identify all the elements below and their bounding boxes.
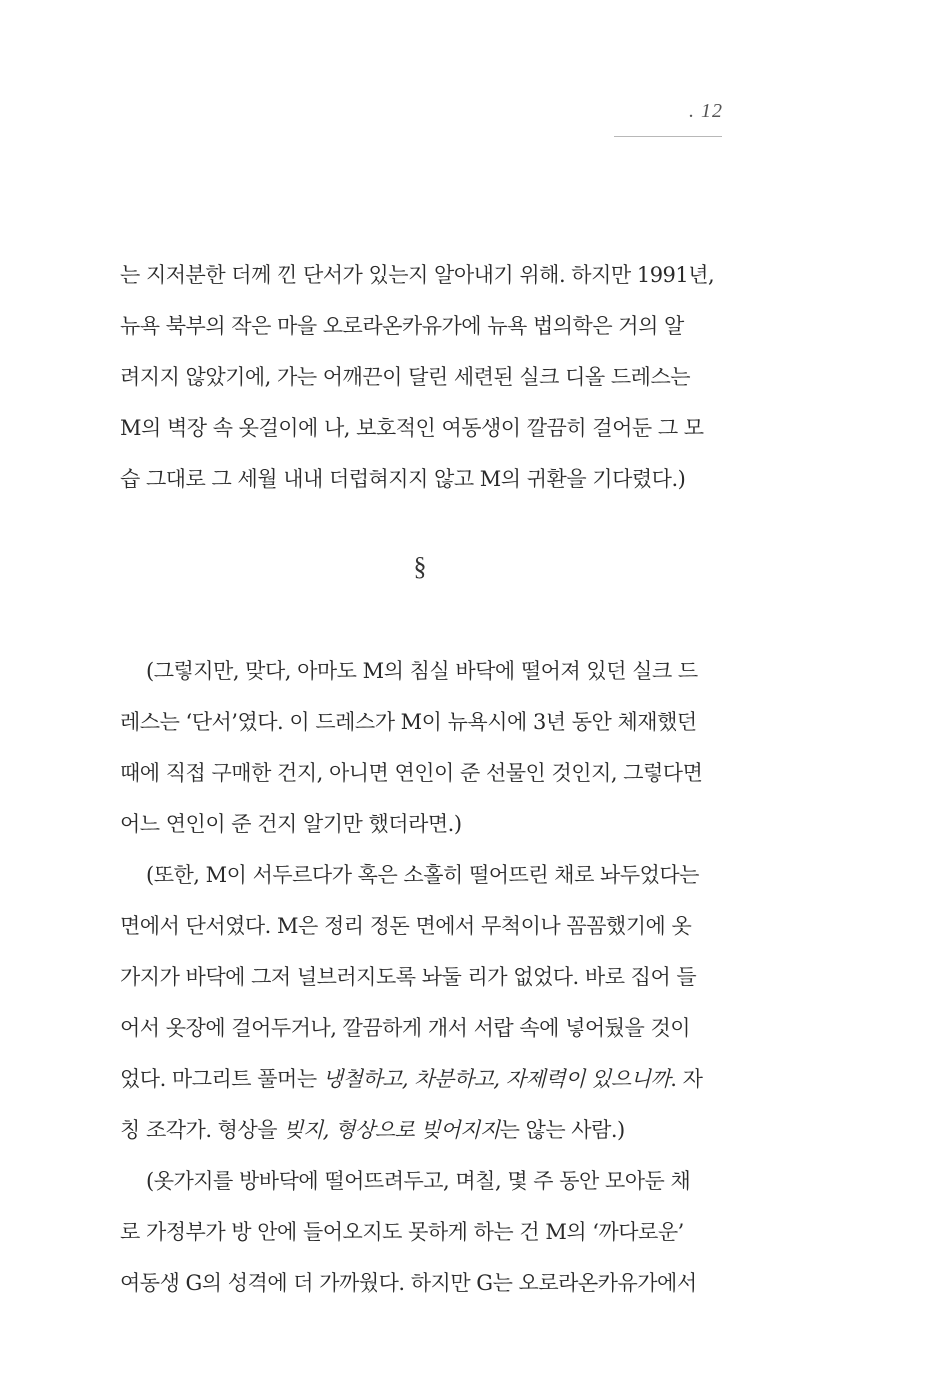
text-line: [120, 1105, 720, 1156]
text-line: (옷가지를 방바닥에 떨어뜨려두고, 며칠, 몇 주 동안 모아둔 채: [146, 1169, 691, 1193]
italic-phrase: 냉철하고, 차분하고, 자제력이 있으니까: [322, 1067, 671, 1091]
text-segment: 칭 조각가. 형상을: [120, 1118, 284, 1142]
text-line: M의 벽장 속 옷걸이에 나, 보호적인 여동생이 깔끔히 걸어둔 그 모: [120, 416, 704, 440]
paragraph-continued: [120, 250, 720, 505]
text-line: 면에서 단서였다. M은 정리 정돈 면에서 무척이나 꼼꼼했기에 옷: [120, 914, 692, 938]
text-line: 려지지 않았기에, 가는 어깨끈이 달린 세련된 실크 디올 드레스는: [120, 365, 691, 389]
text-line: 습 그대로 그 세월 내내 더럽혀지지 않고 M의 귀환을 기다렸다.): [120, 467, 686, 491]
text-line: 가지가 바닥에 그저 널브러지도록 놔둘 리가 없었다. 바로 집어 들: [120, 965, 697, 989]
italic-phrase: 빚지, 형상으로 빚어지지: [283, 1118, 500, 1142]
text-segment: 었다. 마그리트 풀머는: [120, 1067, 323, 1091]
text-segment: 는 않는 사람.): [499, 1118, 625, 1142]
text-line: 로 가정부가 방 안에 들어오지도 못하게 하는 건 M의 ‘까다로운’: [120, 1220, 684, 1244]
text-line: (그렇지만, 맞다, 아마도 M의 침실 바닥에 떨어져 있던 실크 드: [146, 659, 698, 683]
body-text: [120, 646, 720, 1309]
text-line: 어느 연인이 준 건지 알기만 했더라면.): [120, 812, 462, 836]
page-number: . 12: [689, 100, 723, 122]
text-line: 레스는 ‘단서’였다. 이 드레스가 M이 뉴욕시에 3년 동안 체재했던: [120, 710, 697, 734]
text-segment: . 자: [670, 1067, 703, 1091]
text-line: 어서 옷장에 걸어두거나, 깔끔하게 개서 서랍 속에 넣어뒀을 것이: [120, 1016, 691, 1040]
text-line: [120, 1054, 720, 1105]
text-line: 때에 직접 구매한 건지, 아니면 연인이 준 선물인 것인지, 그렇다면: [120, 761, 703, 785]
page-number-rule: [614, 136, 722, 137]
text-line: 뉴욕 북부의 작은 마을 오로라온카유가에 뉴욕 법의학은 거의 알: [120, 314, 684, 338]
section-mark: §: [413, 552, 427, 581]
text-line: (또한, M이 서두르다가 혹은 소홀히 떨어뜨린 채로 놔두었다는: [146, 863, 699, 887]
text-line: 는 지저분한 더께 낀 단서가 있는지 알아내기 위해. 하지만 1991년,: [120, 263, 715, 287]
text-line: 여동생 G의 성격에 더 가까웠다. 하지만 G는 오로라온카유가에서: [120, 1271, 697, 1295]
